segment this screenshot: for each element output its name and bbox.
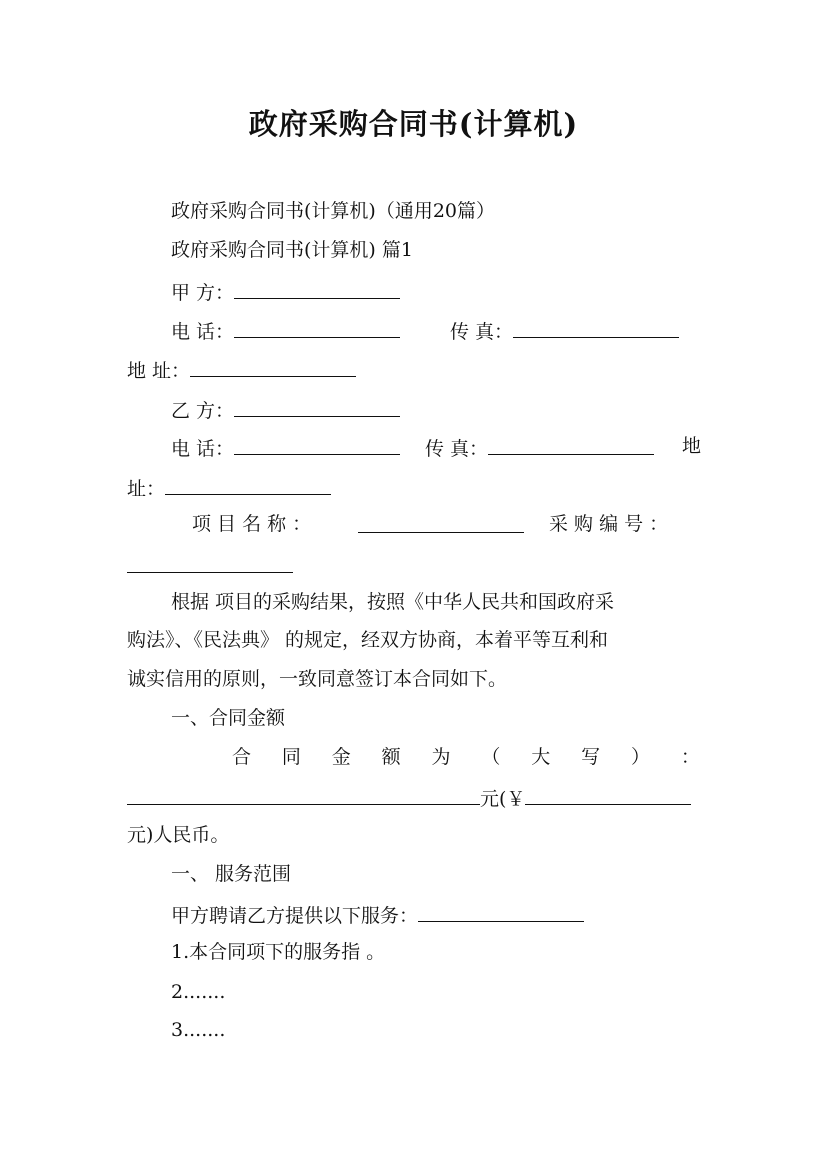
amount-label-row [232, 745, 700, 769]
amount-char: ： [680, 746, 700, 768]
fax-a-row [450, 317, 679, 344]
party-b-label: 乙 方： [171, 400, 235, 422]
amount-char: 为 [431, 746, 451, 768]
amount-char: ） [631, 746, 651, 768]
amount-char: 合 [232, 746, 252, 768]
rmb-label: 元)人民币。 [127, 824, 230, 846]
section-2-heading: 一、 服务范围 [171, 863, 292, 885]
document-title: 政府采购合同书(计算机) [248, 107, 579, 141]
project-name-row [358, 512, 524, 539]
address-a-blank [190, 356, 356, 377]
amount-char: 同 [281, 746, 301, 768]
service-intro-row [171, 901, 584, 928]
amount-char: 写 [581, 746, 601, 768]
amount-char: 金 [331, 746, 351, 768]
document-subtitle: 政府采购合同书(计算机)（通用20篇） [171, 200, 496, 222]
service-intro-label: 甲方聘请乙方提供以下服务： [171, 905, 419, 927]
fax-a-label: 传 真： [450, 321, 514, 343]
party-a-blank [234, 278, 400, 299]
service-item-3: 3....... [171, 1019, 226, 1041]
article-heading: 政府采购合同书(计算机) 篇1 [171, 239, 413, 261]
project-name-blank [358, 512, 524, 533]
para1-line1: 根据 项目的采购结果，按照《中华人民共和国政府采 [171, 591, 615, 613]
fax-b-label: 传 真： [425, 438, 489, 460]
phone-b-label: 电 话： [171, 438, 235, 460]
address-a-row [127, 356, 356, 383]
amount-char: 额 [381, 746, 401, 768]
amount-char: 大 [531, 746, 551, 768]
fax-b-row [425, 434, 654, 461]
party-a-label: 甲 方： [171, 282, 235, 304]
party-b-row [171, 396, 400, 423]
address-b-blank [165, 474, 331, 495]
amount-words-blank [127, 784, 480, 805]
address-b-label-start: 地 [682, 435, 702, 457]
party-b-blank [234, 396, 400, 417]
address-b-row [127, 474, 331, 501]
purchase-no-label: 采 购 编 号 ： [549, 513, 669, 535]
service-item-2: 2....... [171, 981, 226, 1003]
address-b-label-end: 址： [127, 478, 166, 500]
amount-figures-blank [525, 784, 691, 805]
fax-a-blank [513, 317, 679, 338]
para1-line2: 购法》、《民法典》 的规定，经双方协商，本着平等互利和 [127, 629, 609, 651]
amount-blank-row [127, 784, 691, 811]
phone-b-blank [234, 434, 400, 455]
purchase-no-blank [127, 552, 293, 573]
yuan-label: 元(￥ [480, 788, 526, 810]
project-name-label: 项 目 名 称 ： [192, 513, 312, 535]
address-a-label: 地 址： [127, 360, 191, 382]
service-blank [418, 901, 584, 922]
phone-a-label: 电 话： [171, 321, 235, 343]
fax-b-blank [488, 434, 654, 455]
phone-a-row [171, 317, 400, 344]
phone-a-blank [234, 317, 400, 338]
para1-line3: 诚实信用的原则，一致同意签订本合同如下。 [127, 668, 508, 690]
purchase-no-row [127, 552, 293, 579]
service-item-1: 1.本合同项下的服务指 。 [171, 941, 386, 963]
section-1-heading: 一、合同金额 [171, 707, 286, 729]
party-a-row [171, 278, 400, 305]
phone-b-row [171, 434, 400, 461]
amount-char: （ [481, 746, 501, 768]
